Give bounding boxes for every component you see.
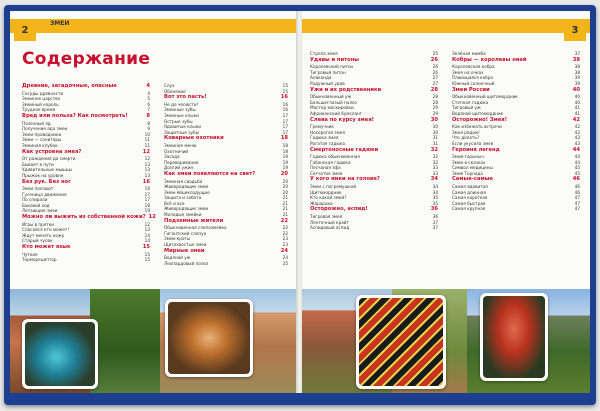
toc-entry-title: Щитохвостые змеи — [164, 242, 207, 248]
toc-page-number: 5 — [147, 96, 150, 102]
toc-entry-title: Сетчатая змея — [310, 170, 343, 176]
toc-page-number: 22 — [282, 230, 288, 236]
toc-page-number: 18 — [282, 148, 288, 154]
toc-entry-title: Ждут менять кожу — [22, 232, 65, 238]
toc-page-number: 16 — [280, 94, 288, 101]
toc-entry-title: Как змеи появляются на свет? — [164, 170, 256, 177]
toc-chapter — [22, 83, 150, 91]
toc-entry-title: Древние, загадочные, опасные — [22, 83, 117, 89]
toc-page-number: 41 — [574, 105, 580, 111]
toc-page-number: 13 — [144, 227, 150, 233]
toc-page-number: 38 — [574, 64, 580, 70]
toc-page-number: 32 — [432, 159, 438, 165]
toc-entry-title: Защитные зубы — [164, 129, 199, 135]
toc-page-number: 26 — [432, 64, 438, 70]
toc-entry-title: Гигантский слепун — [164, 230, 207, 236]
toc-page-number: 12 — [142, 148, 150, 155]
toc-page-number: 17 — [282, 129, 288, 135]
toc-chapter — [310, 87, 438, 95]
toc-page-number: 19 — [144, 208, 150, 214]
toc-page-number: 42 — [572, 116, 580, 123]
toc-page-number: 4 — [147, 90, 150, 96]
toc-entry-title: Самая короткая — [452, 195, 488, 201]
toc-entry-title: Змея на очках — [452, 69, 484, 75]
toc-page-number: 30 — [430, 116, 438, 123]
toc-page-number: 16 — [282, 107, 288, 113]
toc-entry-title: Водяной уж — [164, 255, 191, 261]
toc-entry-title: По спирали — [22, 197, 48, 203]
toc-entry-title: Аспидовый аспид — [310, 225, 350, 231]
toc-chapter — [22, 214, 156, 222]
toc-entry-title: Обыкновенный уж — [310, 94, 352, 100]
toc-entry-title: Змеиное меню — [164, 142, 197, 148]
toc-entry-title: Ленточный крайт — [310, 219, 349, 225]
toc-page-number: 34 — [430, 176, 438, 183]
toc-entry-title: Героиня легенд — [452, 146, 500, 153]
toc-entry-title: Кобры — королевы змей — [452, 56, 527, 63]
toc-page-number: 46 — [574, 184, 580, 190]
toc-entry-title: Полезный яд — [22, 120, 51, 126]
toc-chapter — [452, 57, 580, 65]
toc-entry-title: Рогатая гадюка — [310, 140, 345, 146]
toc-entry — [452, 206, 580, 212]
toc-page-number: 26 — [430, 56, 438, 63]
toc-page-number: 16 — [144, 186, 150, 192]
toc-page-number: 19 — [282, 165, 288, 171]
toc-page-number: 18 — [280, 135, 288, 142]
toc-page-number: 17 — [282, 118, 288, 124]
page-number-right: 3 — [564, 19, 586, 41]
toc-entry-title: Старый чулок — [22, 238, 53, 244]
toc-entry-title: Засада — [164, 154, 180, 160]
toc-entry-title: Змеи-кроты — [164, 236, 191, 242]
toc-entry-title: Осторожно, аспид! — [310, 206, 368, 213]
toc-page-number: 26 — [432, 69, 438, 75]
toc-entry-title: Королевский питон — [310, 64, 354, 70]
toc-entry-title: Коварные охотники — [164, 135, 224, 142]
toc-entry-title: Слева по курсу змея! — [310, 116, 375, 123]
toc-entry-title: Живородящие змеи — [164, 184, 209, 190]
toc-entry-title: Охотничий — [164, 148, 189, 154]
toc-entry-title: Как избежать встречи — [452, 124, 502, 130]
toc-entry-title: Ужи и их родственники — [310, 86, 382, 93]
toc-entry-title: Жарарака — [310, 200, 333, 206]
toc-chapter — [452, 117, 580, 125]
toc-entry-title: Леопардовый полоз — [164, 260, 209, 266]
toc-page-number: 42 — [574, 124, 580, 130]
toc-page-number: 15 — [142, 244, 150, 251]
corn-snake-photo — [165, 299, 253, 377]
toc-page-number: 47 — [574, 195, 580, 201]
page-number-left: 2 — [14, 19, 36, 41]
toc-entry-title: Игры в прятки — [22, 221, 55, 227]
toc-entry — [310, 225, 438, 231]
toc-page-number: 13 — [144, 167, 150, 173]
toc-page-number: 13 — [144, 161, 150, 167]
toc-entry-title: Змеиная свадьба — [164, 178, 203, 184]
toc-page-number: 35 — [432, 195, 438, 201]
toc-chapter — [164, 171, 288, 179]
toc-entry-title: Осторожно! Змея! — [452, 116, 507, 123]
toc-entry-title: Водяной щитомордник — [452, 110, 504, 116]
toc-entry-title: Габонская гадюка — [310, 159, 351, 165]
toc-page-number: 37 — [432, 219, 438, 225]
toc-chapter — [452, 176, 580, 184]
header-band-right — [302, 19, 590, 33]
toc-page-number: 19 — [282, 154, 288, 160]
toc-chapter — [310, 176, 438, 184]
toc-page-number: 23 — [282, 242, 288, 248]
toc-entry-title: Песчаная эфа — [310, 165, 341, 171]
toc-chapter — [452, 87, 580, 95]
toc-page-number: 28 — [432, 94, 438, 100]
toc-page-number: 27 — [432, 75, 438, 81]
toc-page-number: 30 — [432, 129, 438, 135]
toc-chapter — [22, 113, 150, 121]
toc-page-number: 39 — [574, 75, 580, 81]
toc-page-number: 21 — [282, 212, 288, 218]
toc-entry-title: От рождения до смерти — [22, 156, 76, 162]
toc-page-number: 46 — [574, 189, 580, 195]
toc-entry-title: Африканский бумсланг — [310, 110, 362, 116]
toc-page-number: 47 — [574, 206, 580, 212]
toc-entry-title: Не до челюсти! — [164, 101, 199, 107]
toc-page-number: 28 — [432, 99, 438, 105]
toc-page-number: 20 — [282, 184, 288, 190]
toc-page-number: 28 — [430, 86, 438, 93]
toc-page-number: 21 — [282, 206, 288, 212]
toc-page-number: 24 — [282, 255, 288, 261]
toc-chapter — [22, 149, 150, 157]
toc-entry-title: Зелёная мамба — [452, 51, 486, 56]
toc-entry-title: Гремучник — [310, 124, 334, 130]
toc-page-number: 40 — [574, 94, 580, 100]
toc-chapter — [310, 206, 438, 214]
toc-page-number: 24 — [280, 247, 288, 254]
toc-entry-title: Долгий ужин — [164, 165, 194, 171]
toc-page-number: 44 — [574, 154, 580, 160]
toc-chapter — [310, 57, 438, 65]
toc-page-number: 40 — [574, 99, 580, 105]
toc-entry-title: Терморецептор — [22, 257, 57, 263]
toc-page-number: 4 — [146, 83, 150, 89]
toc-column-2 — [164, 83, 288, 266]
toc-entry-title: Змеи-проводники — [22, 131, 62, 137]
toc-entry-title: Королевская кобра — [452, 64, 495, 70]
toc-page-number: 7 — [147, 107, 150, 113]
toc-page-number: 29 — [432, 105, 438, 111]
toc-entry-title: Смертоносные гадюки — [310, 146, 379, 153]
toc-entry-title: Подземные жители — [164, 217, 224, 224]
toc-entry-title: Мирные змеи — [164, 247, 205, 254]
toc-page-number: 33 — [432, 170, 438, 176]
toc-page-number: 42 — [574, 129, 580, 135]
toc-page-number: 8 — [147, 120, 150, 126]
toc-page-number: 11 — [144, 137, 150, 143]
toc-entry-title: Слух — [164, 83, 175, 88]
toc-page-number: 32 — [430, 146, 438, 153]
toc-entry-title: Трудное время — [22, 107, 56, 113]
toc-page-number: 15 — [144, 251, 150, 257]
toc-page-number: 45 — [574, 170, 580, 176]
toc-page-number: 15 — [282, 88, 288, 94]
toc-entry-title: Острые зубы — [164, 118, 193, 124]
toc-entry-title: Радужный удав — [310, 80, 345, 86]
toc-entry-title: Можно ли выжить из собственной кожи? — [22, 214, 146, 221]
toc-page-number: 17 — [144, 197, 150, 203]
toc-entry-title: Спасайся кто может! — [22, 227, 70, 233]
toc-page-number: 43 — [574, 140, 580, 146]
toc-page-number: 15 — [282, 83, 288, 88]
toc-entry-title: Всё и все — [164, 200, 185, 206]
toc-page-number: 30 — [432, 124, 438, 130]
toc-entry-title: Переваривание — [164, 159, 199, 165]
cobra-photo — [480, 293, 548, 381]
toc-page-number: 18 — [144, 202, 150, 208]
toc-page-number: 20 — [280, 170, 288, 177]
toc-chapter — [452, 147, 580, 155]
toc-chapter — [164, 135, 288, 143]
toc-entry-title: Змеиная клубок — [22, 142, 58, 148]
toc-entry-title: Молодые змейки — [164, 212, 202, 218]
toc-entry-title: Змеиные зубы — [164, 107, 196, 113]
toc-page-number: 17 — [144, 191, 150, 197]
toc-entry-title: Тигровая змея — [310, 214, 343, 220]
toc-page-number: 23 — [282, 236, 288, 242]
toc-column-4 — [452, 51, 580, 212]
toc-page-number: 39 — [574, 80, 580, 86]
toc-page-number: 45 — [574, 165, 580, 171]
toc-page-number: 12 — [144, 156, 150, 162]
toc-entry-title: Змеи ползают — [22, 186, 54, 192]
toc-page-number: 10 — [144, 131, 150, 137]
toc-page-number: 44 — [574, 159, 580, 165]
book-spread — [4, 5, 596, 405]
toc-page-number: 13 — [144, 172, 150, 178]
toc-page-number: 15 — [144, 257, 150, 263]
photo-strip-left — [10, 289, 298, 393]
toc-page-number: 37 — [574, 51, 580, 56]
toc-page-number: 21 — [282, 200, 288, 206]
toc-entry-title: Живородящие змеи — [164, 206, 209, 212]
toc-page-number: 12 — [144, 221, 150, 227]
toc-page-number: 36 — [430, 206, 438, 213]
toc-entry-title: Символ медицины — [452, 165, 493, 171]
toc-entry-title: Гадюка змея — [310, 135, 339, 141]
photo-strip-right — [302, 289, 590, 393]
toc-entry-title: Змей-горыныч — [452, 154, 484, 160]
toc-page-number: 29 — [432, 110, 438, 116]
toc-page-number: 14 — [144, 232, 150, 238]
toc-entry-title: Вот это пасть! — [164, 94, 207, 101]
toc-entry-title: Что делать? — [452, 135, 480, 141]
toc-page-number: 11 — [144, 142, 150, 148]
toc-column-1 — [22, 83, 156, 263]
toc-entry-title: Кто может язык — [22, 244, 71, 251]
toc-entry-title: Щитомордник — [310, 189, 342, 195]
toc-entry-title: Сосуды древности — [22, 90, 64, 96]
toc-entry-title: Боковой ход — [22, 202, 50, 208]
toc-page-number: 25 — [432, 51, 438, 56]
toc-page-number: 6 — [147, 101, 150, 107]
toc-entry-title: Бывает в пути — [22, 161, 54, 167]
toc-entry-title: Змеи России — [452, 86, 490, 93]
toc-entry-title: Чуткие — [22, 251, 38, 257]
toc-page-number: 20 — [282, 189, 288, 195]
toc-page-number: 8 — [146, 112, 150, 119]
toc-page-number: 20 — [282, 178, 288, 184]
toc-page-number: 17 — [282, 124, 288, 130]
toc-chapter — [310, 117, 438, 125]
toc-entry-title: Самая крупная — [452, 206, 486, 212]
toc-entry-title: Защита и забота — [164, 195, 202, 201]
toc-page-number: 41 — [574, 110, 580, 116]
page-title: Содержание — [22, 49, 151, 69]
toc-entry-title: Удавы и питоны — [310, 56, 359, 63]
toc-entry-title: Как устроена змея? — [22, 148, 82, 155]
photo-forest — [90, 289, 160, 393]
toc-page-number: 33 — [432, 165, 438, 171]
toc-page-number: 35 — [432, 200, 438, 206]
toc-entry-title: Змеиные клыки — [164, 112, 199, 118]
toc-entry — [164, 261, 288, 267]
toc-page-number: 34 — [432, 184, 438, 190]
toc-entry-title: Если укусила змея — [452, 140, 494, 146]
toc-page-number: 37 — [432, 225, 438, 231]
toc-entry-title: Без рук. Без ног — [22, 178, 71, 185]
toc-page-number: 22 — [280, 217, 288, 224]
toc-entry-title: Анаконда — [310, 75, 332, 81]
toc-entry-title: Обоняние — [164, 88, 186, 94]
toc-entry-title: Тигровый уж — [452, 105, 481, 111]
toc-entry-title: Удивительные мышцы — [22, 167, 72, 173]
toc-entry-title: Самая длинная — [452, 189, 486, 195]
toc-page-number: 21 — [282, 195, 288, 201]
toc-page-number: 43 — [574, 135, 580, 141]
toc-page-number: 16 — [282, 101, 288, 107]
toc-entry-title: Мастер маскировки — [310, 105, 354, 111]
toc-entry-title: Змей Торнадо — [452, 170, 484, 176]
toc-entry-title: Змеиное царство — [22, 96, 61, 102]
toc-page-number: 14 — [144, 238, 150, 244]
toc-entry-title: Степная гадюка — [452, 99, 489, 105]
toc-page-number: 38 — [572, 56, 580, 63]
toc-entry-title: Южный солнечный — [452, 80, 495, 86]
left-page — [10, 11, 298, 393]
toc-entry-title: Плюющаяся кобра — [452, 75, 493, 81]
toc-entry-title: Змеи — санитары — [22, 137, 62, 143]
toc-chapter — [164, 94, 288, 102]
toc-page-number: 32 — [432, 154, 438, 160]
toc-entry-title: Самые-самые — [452, 176, 493, 183]
toc-entry-title: Змеи с погремушкой — [310, 184, 357, 190]
toc-entry — [22, 257, 150, 263]
toc-entry-title: Большеглазый полоз — [310, 99, 357, 105]
toc-entry-title: Гадюка обыкновенная — [310, 154, 360, 160]
toc-entry-title: Змеи в сказках — [452, 159, 486, 165]
toc-chapter — [22, 244, 150, 252]
toc-chapter — [164, 248, 288, 256]
toc-page-number: 17 — [282, 112, 288, 118]
toc-page-number: 19 — [282, 159, 288, 165]
toc-entry-title: Самая ядовитая — [452, 184, 488, 190]
toc-chapter — [22, 179, 150, 187]
toc-entry-title: Змея рядом! — [452, 129, 480, 135]
right-page — [302, 11, 590, 393]
toc-chapter — [310, 147, 438, 155]
toc-entry-title: Прыжок на уровне — [22, 172, 64, 178]
toc-page-number: 31 — [432, 135, 438, 141]
toc-page-number: 27 — [432, 80, 438, 86]
toc-entry-title: Змеиный король — [22, 101, 59, 107]
toc-entry-title: Гусеница движения — [22, 191, 67, 197]
toc-entry-title: Летающие змеи — [22, 208, 58, 214]
running-head: ЗМЕИ — [50, 20, 70, 27]
toc-entry-title: Самая быстрая — [452, 200, 486, 206]
toc-entry-title: У кого ямки на голове? — [310, 176, 380, 183]
toc-entry-title: Ядовитые клыки — [164, 124, 201, 130]
toc-chapter — [164, 218, 288, 226]
toc-entry-title: Обыкновенный щитомордник — [452, 94, 518, 100]
toc-page-number: 9 — [147, 126, 150, 132]
blue-snake-photo — [22, 319, 98, 389]
toc-page-number: 12 — [148, 214, 156, 221]
toc-page-number: 22 — [282, 225, 288, 231]
toc-column-3 — [310, 51, 438, 231]
toc-page-number: 34 — [432, 189, 438, 195]
toc-page-number: 16 — [142, 178, 150, 185]
toc-entry-title: Тигровый питон — [310, 69, 346, 75]
toc-page-number: 38 — [574, 69, 580, 75]
toc-page-number: 46 — [572, 176, 580, 183]
toc-page-number: 36 — [432, 214, 438, 220]
toc-entry-title: Змеи-яйцекладущие — [164, 189, 210, 195]
toc-entry-title: Носорогая змея — [310, 129, 345, 135]
toc-page-number: 31 — [432, 140, 438, 146]
toc-page-number: 18 — [282, 142, 288, 148]
toc-entry-title: Вред или польза? Как посмотреть! — [22, 112, 128, 119]
toc-page-number: 47 — [574, 200, 580, 206]
toc-page-number: 25 — [282, 260, 288, 266]
toc-entry-title: Кто какой змей? — [310, 195, 347, 201]
coral-snake-photo — [356, 295, 446, 389]
toc-page-number: 44 — [572, 146, 580, 153]
toc-entry-title: Стрела змея — [310, 51, 338, 56]
toc-page-number: 40 — [572, 86, 580, 93]
toc-entry-title: Обыкновенная слепозмейка — [164, 225, 227, 231]
toc-entry-title: Получение яда змеи — [22, 126, 68, 132]
